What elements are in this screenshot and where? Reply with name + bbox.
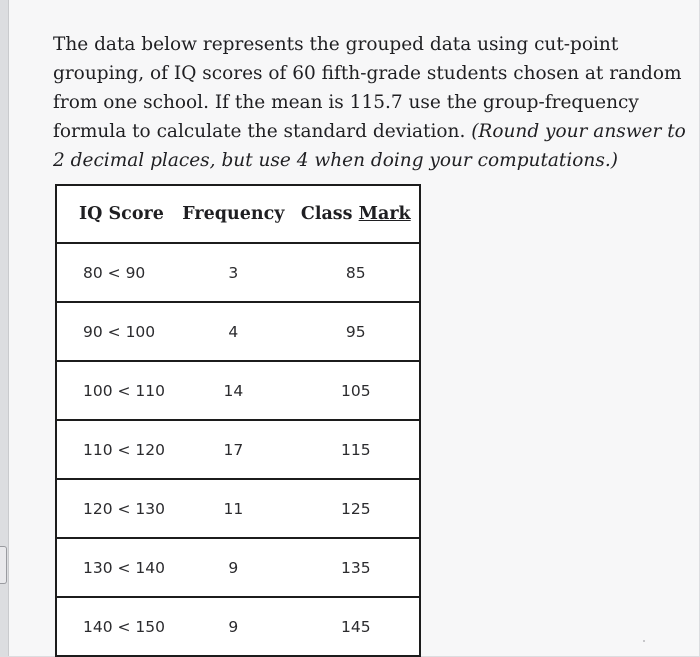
frequency-cell: 3	[174, 243, 292, 302]
iq-score-cell: 130 < 140	[56, 538, 174, 597]
header-mark-word: Mark	[358, 204, 411, 224]
grouped-data-table	[55, 184, 421, 657]
iq-score-cell: 80 < 90	[56, 243, 174, 302]
frequency-cell: 14	[174, 361, 292, 420]
rounding-instruction: (Round your answer to 2 decimal places, but use 4 when doing your computations.)	[53, 121, 686, 171]
iq-score-cell: 110 < 120	[56, 420, 174, 479]
question-body: The data below represents the grouped data using cut-point grouping, of IQ scores of 60 fifth-grade students chosen at random from one school. If the mean is 115.7 use the group-frequency formula to calculate the standard deviation.	[53, 34, 682, 142]
table-row	[56, 361, 420, 420]
iq-score-cell: 100 < 110	[56, 361, 174, 420]
frequency-cell: 4	[174, 302, 292, 361]
header-iq-score: IQ Score	[56, 185, 174, 243]
table-row	[56, 243, 420, 302]
screen-speck	[643, 640, 645, 642]
class-mark-cell: 115	[293, 420, 420, 479]
class-mark-cell: 135	[293, 538, 420, 597]
iq-score-cell: 120 < 130	[56, 479, 174, 538]
side-panel-handle[interactable]	[0, 546, 7, 584]
question-card	[8, 0, 699, 656]
table-row	[56, 538, 420, 597]
iq-score-cell: 90 < 100	[56, 302, 174, 361]
class-mark-cell: 95	[293, 302, 420, 361]
class-mark-cell: 145	[340, 617, 371, 636]
table-row	[56, 479, 420, 538]
frequency-cell: 9	[228, 617, 239, 636]
table-row	[56, 302, 420, 361]
question-text	[53, 30, 693, 175]
frequency-cell: 9	[174, 538, 292, 597]
class-mark-cell: 105	[293, 361, 420, 420]
header-class-word: Class	[300, 204, 353, 224]
frequency-cell: 11	[174, 479, 292, 538]
table-header-row	[56, 185, 420, 243]
header-class-mark	[293, 185, 420, 243]
class-mark-cell: 85	[293, 243, 420, 302]
table-row	[56, 420, 420, 479]
table-row	[56, 597, 420, 656]
class-mark-cell: 125	[293, 479, 420, 538]
frequency-cell: 17	[174, 420, 292, 479]
iq-score-cell: 140 < 150	[83, 617, 166, 636]
header-frequency: Frequency	[174, 185, 292, 243]
